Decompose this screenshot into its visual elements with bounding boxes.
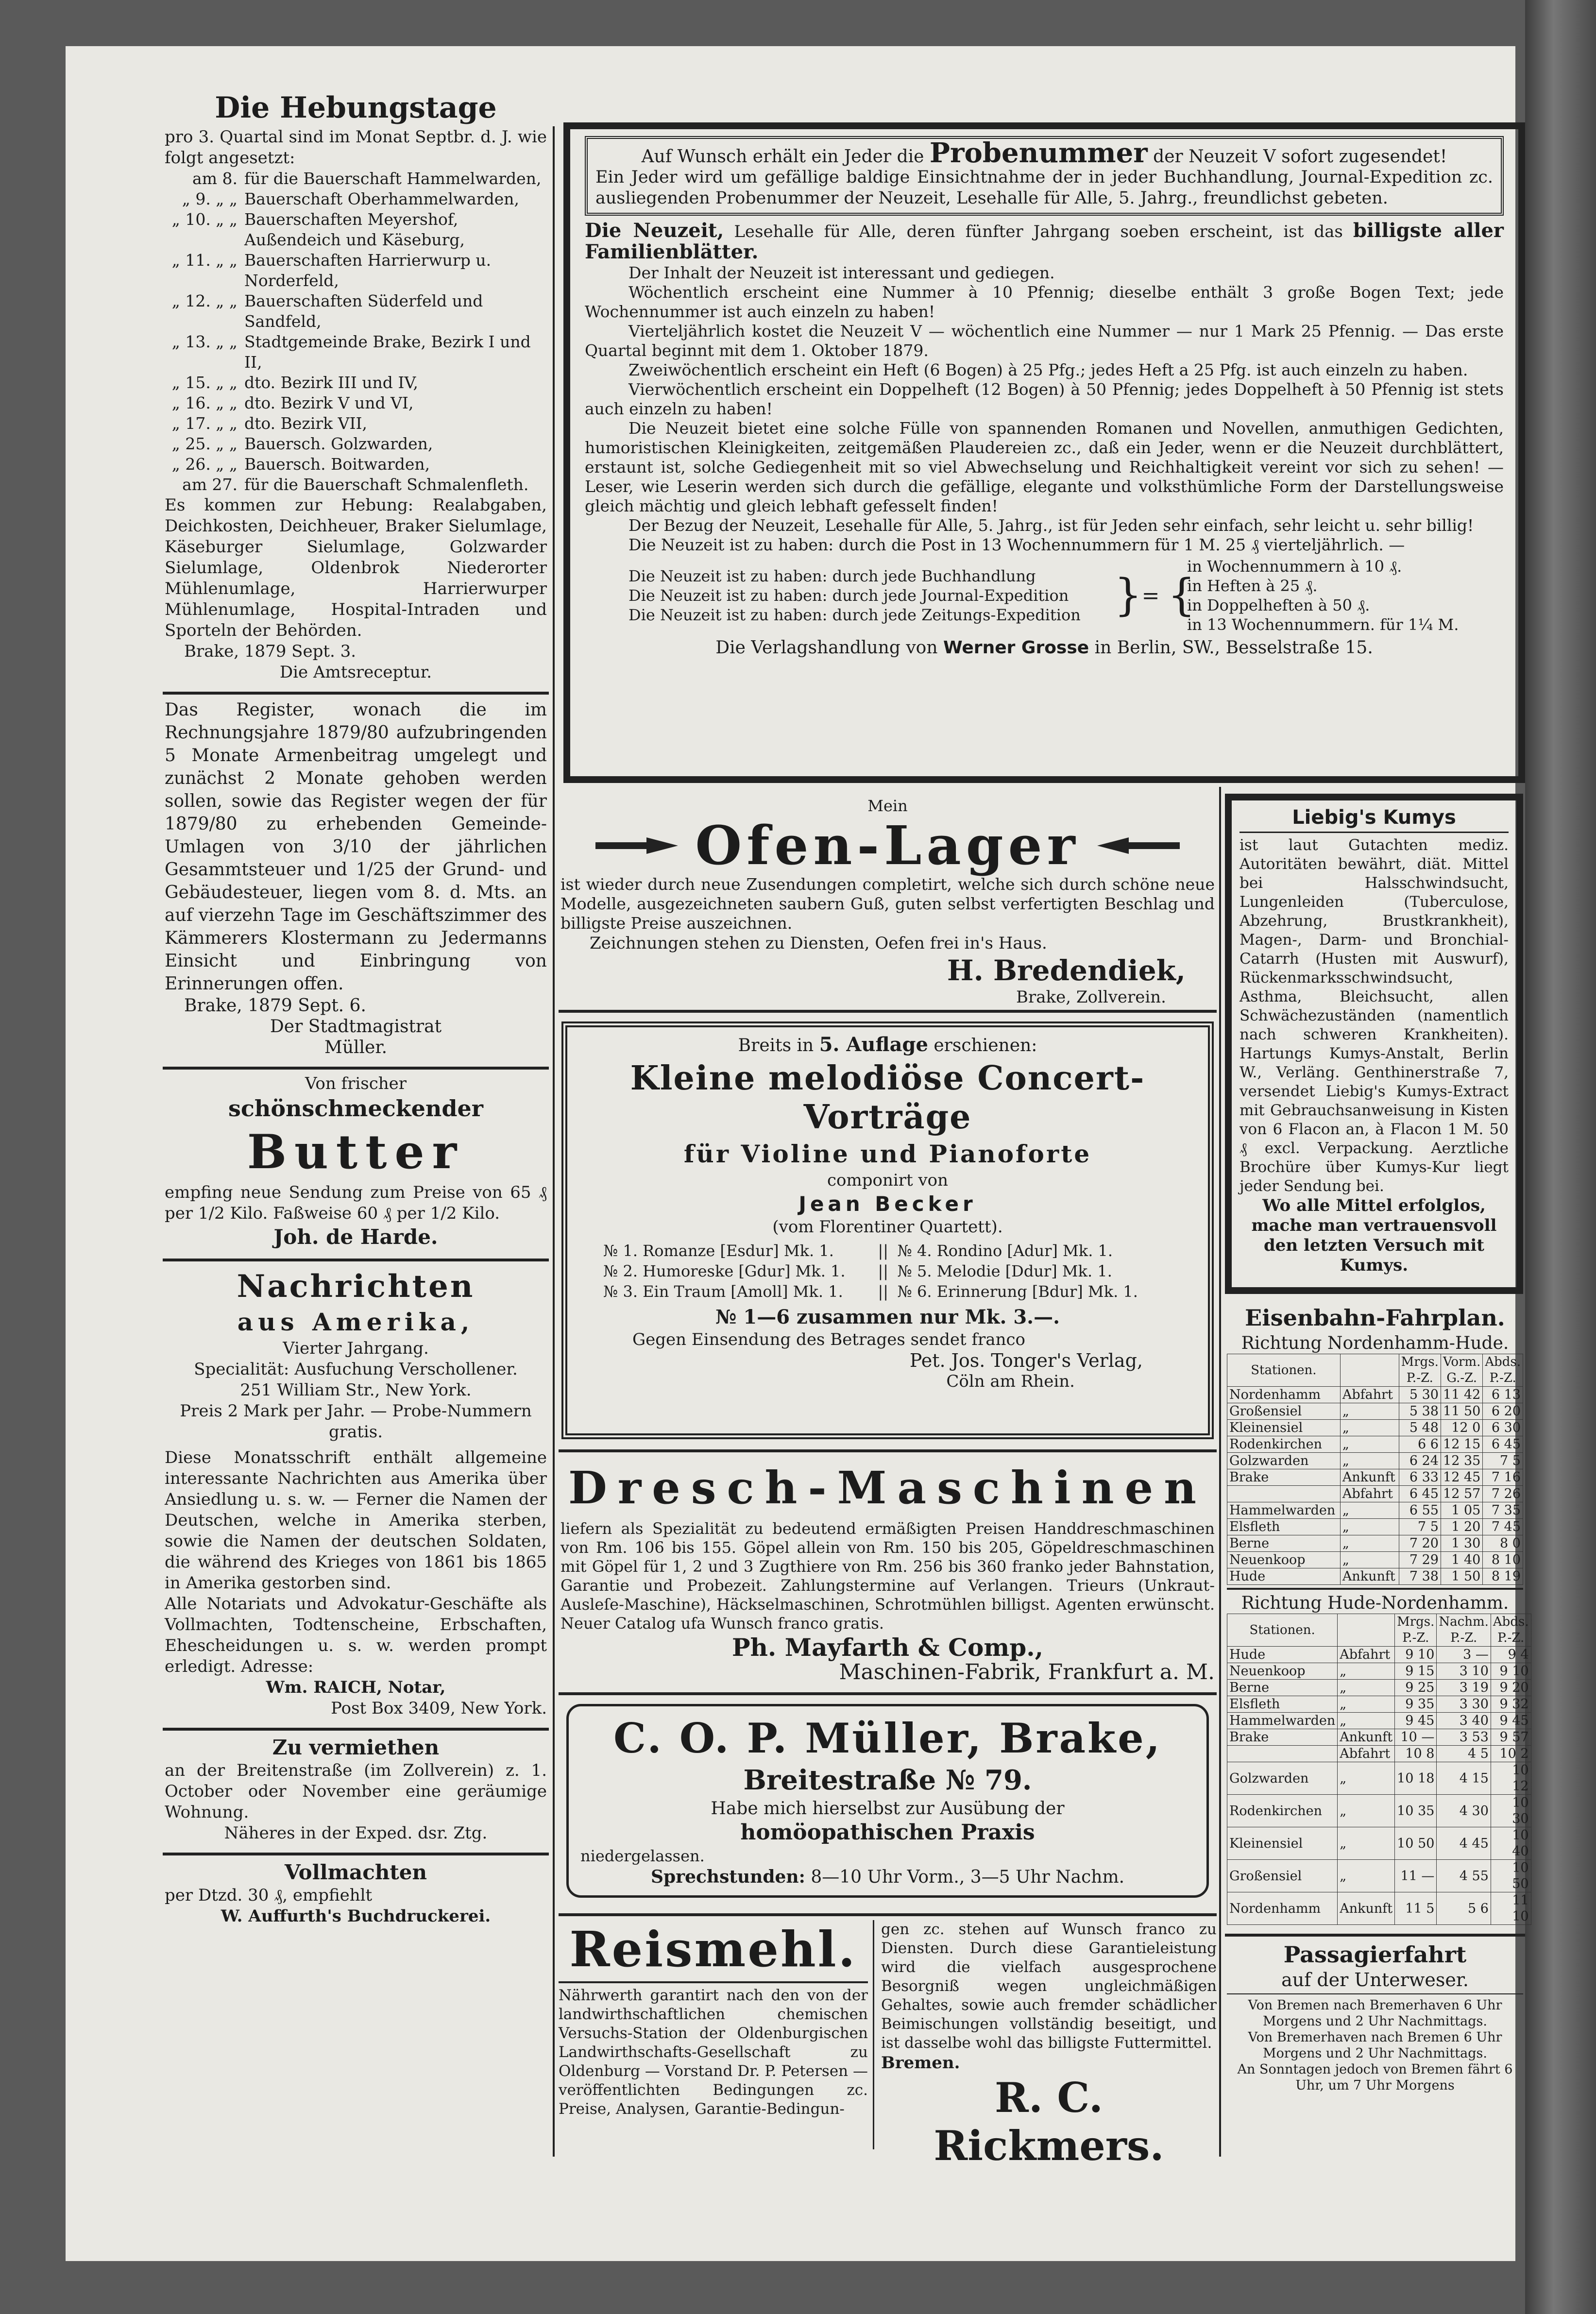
neuzeit-top-body: Ein Jeder wird um gefällige baldige Einsichtnahme der in jeder Buchhandlung, Journal-Expedition zc. ausliegenden Probenummer der Neuzeit, Lesehalle für Alle, 5. Jahrg., freundlichst gebeten. [595, 168, 1493, 208]
amerika-addr-1: Wm. RAICH, Notar, [266, 1678, 446, 1697]
reis-sign: R. C. Rickmers. [934, 2074, 1164, 2170]
vollmachten-ad [163, 1855, 549, 1936]
vollmachten-title: Vollmachten [284, 1860, 427, 1884]
table-row: Kleinensiel „ 10 50 4 45 10 40 [1227, 1827, 1531, 1860]
neuzeit-p5: Zweiwöchentlich erscheint ein Heft (6 Bogen) à 25 Pfg.; jedes Heft a 25 Pfg. ist auch einzeln zu haben. [628, 360, 1468, 379]
ofen-title: Ofen-Lager [695, 814, 1080, 877]
fahrplan [1225, 1301, 1529, 1937]
neuzeit-p1c: billigste aller Familienblätter. [585, 219, 1504, 263]
table-row: Rodenkirchen „ 10 35 4 30 10 30 [1227, 1795, 1531, 1827]
neuzeit-p7: Die Neuzeit bietet eine solche Fülle von spannenden Romanen und Novellen, anmuthigen Gedichten, humoristischen Kleinigkeiten, zeitgemäßen Plaudereien zc., daß ein Jeder, wenn er die Neuzeit durchblättert, erstaunt ist, solche Gediegenheit mit so viel Abwechselung und Reichhaltigkeit vereint vor sich zu sehen! — Leser, wie Leserin werden sich durch die gefällige, elegante und volksthümliche Form der Darstellungsweise gleich mächtig und gleich lebhaft gefesselt finden! [585, 419, 1504, 515]
butter-body: empfing neue Sendung zum Preise von 65 ₰ per 1/2 Kilo. Faßweise 60 ₰ per 1/2 Kilo. [165, 1183, 547, 1223]
neuzeit-footer-a: Die Verlagshandlung von [715, 638, 938, 658]
table-row: Nordenhamm Ankunft 11 5 5 6 11 10 [1227, 1892, 1531, 1925]
hebungstage-title: Die Hebungstage [215, 91, 497, 125]
table-row: Neuenkoop „ 7 29 1 40 8 10 [1227, 1552, 1523, 1568]
fahrplan-direction-1: Richtung Nordenhamm-Hude. [1241, 1333, 1509, 1353]
mueller-title: C. O. P. Müller, Brake, [613, 1714, 1162, 1762]
neuzeit-p9: Die Neuzeit ist zu haben: durch die Post in 13 Wochennummern für 1 M. 25 ₰ vierteljährlich. — [628, 535, 1405, 554]
neuzeit-right-3: in Doppelheften à 50 ₰. [1187, 596, 1370, 614]
timetable-1 [1227, 1354, 1523, 1585]
neuzeit-left-2: Die Neuzeit ist zu haben: durch jede Journal-Expedition [628, 586, 1069, 605]
table-row: Golzwarden „ 6 24 12 35 7 5 [1227, 1453, 1523, 1469]
table-row: Brake Ankunft 10 — 3 53 9 57 [1227, 1729, 1531, 1746]
mueller-ad [559, 1695, 1217, 1916]
reis-ad [559, 1916, 1217, 2170]
reis-body-2: gen zc. stehen auf Wunsch franco zu Diensten. Durch diese Garantieleistung wird die vielfach ausgesprochene Besorgniß wegen ungleichmäßigen Gehaltes, sowie auch fremder schädlicher Beimischungen vollständig beseitigt, und ist dasselbe wohl das billigste Futtermittel. [881, 1921, 1217, 2052]
fahrplan-direction-2: Richtung Hude-Nordenhamm. [1241, 1593, 1509, 1613]
list-item: „ 25. „ „ Bauersch. Golzwarden, [171, 434, 433, 453]
left-column [163, 85, 549, 1936]
neuzeit-top-a: Auf Wunsch erhält ein Jeder die [641, 147, 924, 167]
list-item: „ 13. „ „ Stadtgemeinde Brake, Bezirk I und II, [171, 332, 531, 372]
list-item: № 2. Humoreske [Gdur] Mk. 1. || № 5. Melodie [Ddur] Mk. 1. [603, 1262, 1112, 1280]
butter-ad [163, 1070, 549, 1261]
kumys-body: ist laut Gutachten mediz. Autoritäten bewährt, diät. Mittel bei Halsschwindsucht, Lungenleiden (Tuberculose, Abzehrung, Brustkrankheit), Magen-, Darm- und Bronchial-Catarrh (Husten mit Auswurf), Rückenmarksschwindsucht, Asthma, Bleichsucht, allen Schwächezuständen (namentlich nach schweren Krankheiten). Hartungs Kumys-Anstalt, Berlin W., Verläng. Genthinerstraße 7, versendet Liebig's Kumys-Extract mit Gebrauchsanweisung in Kisten von 6 Flacon an, à Flacon 1 M. 50 ₰ excl. Verpackung. Aerztliche Brochüre über Kumys-Kur liegt jeder Sendung bei. [1239, 836, 1509, 1195]
concert-l1c: erschienen: [934, 1036, 1037, 1055]
passagier-ad [1225, 1937, 1525, 2096]
list-item: „ 9. „ „ Bauerschaft Oberhammelwarden, [182, 189, 519, 208]
concert-quartet: (vom Florentiner Quartett). [772, 1217, 1003, 1237]
mueller-hours-label: Sprechstunden: [650, 1867, 805, 1887]
reis-place: Bremen. [881, 2053, 960, 2073]
vollmachten-sign: W. Auffurth's Buchdruckerei. [221, 1906, 491, 1926]
ofen-mein: Mein [867, 797, 908, 815]
reis-body: Nährwerth garantirt nach den von der landwirthschaftlichen chemischen Versuchs-Station der Oldenburgischen Landwirthschafts-Gesellschaft zu Oldenburg — Vorstand Dr. P. Petersen — veröffentlichten Bedingungen zc. Preise, Analysen, Garantie-Bedingun- [559, 1987, 868, 2118]
ofen-body-2: Zeichnungen stehen zu Diensten, Oefen frei in's Haus. [590, 934, 1047, 953]
neuzeit-footer-c: in Berlin, SW., Besselstraße 15. [1094, 638, 1373, 658]
table-row: Abfahrt 6 45 12 57 7 26 [1227, 1486, 1523, 1502]
hebungstage-sign: Die Amtsreceptur. [279, 663, 432, 682]
register-body: Das Register, wonach die im Rechnungsjahre 1879/80 aufzubringenden 5 Monate Armenbeitrag umgelegt und zunächst 2 Monate gehoben werden sollen, sowie das Register wegen der für 1879/80 zu erhebenden Gemeinde-Umlagen von 3/10 der jährlichen Gesammtsteuer und 1/25 der Grund- und Gebäudesteuer, liegen vom 8. d. Mts. an auf vierzehn Tage im Geschäftszimmer des Kämmerers Klostermann zu Jedermanns Einsicht und Einbringung von Erinnerungen offen. [165, 700, 547, 994]
neuzeit-eq: = [1141, 583, 1160, 608]
list-item: № 3. Ein Traum [Amoll] Mk. 1. || № 6. Erinnerung [Bdur] Mk. 1. [603, 1282, 1138, 1301]
column-rule-1 [553, 126, 555, 2157]
fahrplan-title: Eisenbahn-Fahrplan. [1245, 1305, 1505, 1331]
amerika-addr-2: Post Box 3409, New York. [331, 1699, 547, 1718]
vermiethen-title: Zu vermiethen [272, 1736, 440, 1759]
hebungstage-list [165, 169, 547, 495]
passagier-title: Passagierfahrt [1283, 1941, 1467, 1968]
list-item: „ 15. „ „ dto. Bezirk III und IV, [171, 373, 418, 392]
passagier-line-3: An Sonntagen jedoch von Bremen fährt 6 Uhr, um 7 Uhr Morgens [1237, 2062, 1513, 2093]
table-row: Berne „ 9 25 3 19 9 20 [1227, 1680, 1531, 1696]
concert-title: Kleine melodiöse Concert-Vorträge [630, 1059, 1145, 1137]
list-item: „ 12. „ „ Bauerschaften Süderfeld und Sandfeld, [171, 291, 483, 331]
neuzeit-p8: Der Bezug der Neuzeit, Lesehalle für Alle, 5. Jahrg., ist für Jeden sehr einfach, sehr leicht u. sehr billig! [628, 516, 1474, 535]
concert-place: Cöln am Rhein. [946, 1372, 1075, 1391]
pointing-hand-left-icon [1095, 833, 1182, 859]
neuzeit-availability: Die Neuzeit ist zu haben: durch jede Buchhandlung Die Neuzeit ist zu haben: durch jede Journal-Expedition Die Neuzeit ist zu haben: durch jede Zeitungs-Expedition } = { in Wochennummern à 10 ₰. in Heften à 25 ₰. in Doppelheften à 50 ₰. in 13 Wochennummern. für 1¼ M. [585, 557, 1504, 634]
neuzeit-p2: Der Inhalt der Neuzeit ist interessant und gediegen. [628, 263, 1055, 282]
kumys-tagline: Wo alle Mittel erfolglos, mache man vertrauensvoll den letzten Versuch mit Kumys. [1251, 1196, 1497, 1275]
passagier-line-2: Von Bremerhaven nach Bremen 6 Uhr Morgens und 2 Uhr Nachmittags. [1248, 2030, 1502, 2061]
amerika-line-3: Vierter Jahrgang. [283, 1339, 429, 1358]
neuzeit-right-1: in Wochennummern à 10 ₰. [1187, 557, 1402, 576]
passagier-subtitle: auf der Unterweser. [1281, 1969, 1469, 1991]
middle-column [559, 792, 1217, 2170]
concert-composer: Jean Becker [798, 1192, 977, 1216]
neuzeit-ad [563, 122, 1525, 783]
table-row: Großensiel „ 5 38 11 50 6 20 [1227, 1403, 1523, 1420]
passagier-line-1: Von Bremen nach Bremerhaven 6 Uhr Morgens und 2 Uhr Nachmittags. [1248, 1998, 1502, 2029]
concert-l1b: 5. Auflage [819, 1033, 928, 1056]
vermiethen-note: Näheres in der Exped. dsr. Ztg. [224, 1823, 488, 1843]
list-item: am 27. für die Bauerschaft Schmalenfleth. [182, 475, 529, 494]
neuzeit-p1b: Lesehalle für Alle, deren fünfter Jahrgang soeben erscheint, ist das [734, 222, 1343, 241]
table-row: Rodenkirchen „ 6 6 12 15 6 45 [1227, 1436, 1523, 1453]
list-item: am 8. für die Bauerschaft Hammelwarden, [192, 169, 542, 188]
mueller-hours: 8—10 Uhr Vorm., 3—5 Uhr Nachm. [811, 1867, 1125, 1887]
register-place: Brake, 1879 Sept. 6. [184, 996, 366, 1016]
table-row: Stationen. Mrgs. P.-Z. Vorm. G.-Z. Abds. P.-Z. [1227, 1354, 1523, 1387]
mueller-l1: Habe mich hierselbst zur Ausübung der [711, 1799, 1065, 1819]
table-row: Abfahrt 10 8 4 5 10 2 [1227, 1746, 1531, 1762]
ofen-sign: H. Bredendiek, [947, 954, 1186, 987]
table-row: Elsfleth „ 7 5 1 20 7 45 [1227, 1519, 1523, 1535]
neuzeit-top-c: der Neuzeit V sofort zugesendet! [1153, 147, 1447, 167]
hebungstage-body: Es kommen zur Hebung: Realabgaben, Deichkosten, Deichheuer, Braker Sielumlage, Käseburger Sielumlage, Golzwarder Sielumlage, Oldenbrok Niederorter Mühlenumlage, Harrierwurper Mühlenumlage, Hospital-Intraden und Sporteln der Behörden. [165, 495, 547, 640]
amerika-line-5: 251 William Str., New York. [240, 1380, 472, 1400]
table-row: Hude Ankunft 7 38 1 50 8 19 [1227, 1568, 1523, 1585]
butter-line-1: Von frischer [305, 1074, 407, 1093]
right-column [1225, 792, 1529, 2161]
neuzeit-footer-b: Werner Grosse [943, 638, 1089, 658]
concert-subtitle: für Violine und Pianoforte [683, 1140, 1092, 1168]
neuzeit-p6: Vierwöchentlich erscheint ein Doppelheft (12 Bogen) à 50 Pfennig; jedes Doppelheft à 50 Pfennig ist stets auch einzeln zu haben! [585, 380, 1504, 418]
table-row: Kleinensiel „ 5 48 12 0 6 30 [1227, 1420, 1523, 1436]
amerika-body-2: Alle Notariats und Advokatur-Geschäfte als Vollmachten, Todtenscheine, Erbschaften, Ehescheidungen u. s. w. werden prompt erledigt. Adresse: [165, 1594, 547, 1676]
dresch-place: Maschinen-Fabrik, Frankfurt a. M. [839, 1660, 1215, 1684]
neuzeit-top-b: Probenummer [929, 137, 1148, 169]
concert-items [574, 1238, 1201, 1305]
concert-send: Gegen Einsendung des Betrages sendet franco [632, 1330, 1025, 1349]
list-item: „ 16. „ „ dto. Bezirk V und VI, [171, 393, 414, 412]
table-row: Großensiel „ 11 — 4 55 10 50 [1227, 1860, 1531, 1892]
book-binding [1525, 0, 1596, 2314]
ofen-ad [559, 792, 1217, 1013]
table-row: Neuenkoop „ 9 15 3 10 9 10 [1227, 1663, 1531, 1680]
register-sign-1: Der Stadtmagistrat [270, 1017, 442, 1037]
column-rule-2 [1219, 787, 1221, 2157]
table-row: Brake Ankunft 6 33 12 45 7 16 [1227, 1469, 1523, 1486]
dresch-sign: Ph. Mayfarth & Comp., [731, 1633, 1044, 1662]
neuzeit-p3: Wöchentlich erscheint eine Nummer à 10 Pfennig; dieselbe enthält 3 große Bogen Text; jede Wochennummer ist auch einzeln zu haben! [585, 283, 1504, 321]
hebungstage-notice [163, 85, 549, 695]
neuzeit-left-3: Die Neuzeit ist zu haben: durch jede Zeitungs-Expedition [628, 606, 1081, 624]
table-row: Stationen. Mrgs. P.-Z. Nachm. P.-Z. Abds. P.-Z. [1227, 1614, 1531, 1647]
amerika-title-1: Nachrichten [237, 1268, 475, 1305]
vermiethen-body: an der Breitenstraße (im Zollverein) z. 1. October oder November eine geräumige Wohnung. [165, 1761, 547, 1822]
vermiethen-ad [163, 1731, 549, 1855]
register-notice [163, 695, 549, 1070]
concert-total: № 1—6 zusammen nur Mk. 3.—. [715, 1306, 1060, 1328]
list-item: „ 10. „ „ Bauerschaften Meyershof, Außendeich und Käseburg, [171, 210, 465, 249]
concert-l1a: Breits in [738, 1036, 814, 1055]
table-row: Elsfleth „ 9 35 3 30 9 32 [1227, 1696, 1531, 1713]
amerika-line-4: Specialität: Ausfuchung Verschollener. [194, 1360, 518, 1379]
concert-sign: Pet. Jos. Tonger's Verlag, [909, 1350, 1143, 1371]
dresch-body: liefern als Spezialität zu bedeutend ermäßigten Preisen Handdreschmaschinen von Rm. 106 bis 155. Göpel allein von Rm. 150 bis 205, Göpeldreschmaschinen mit Göpel für 1, 2 und 3 Zugthiere von Rm. 256 bis 360 franko jeder Bahnstation, Garantie und Probezeit. Zahlungstermine auf Verlangen. Trieurs (Unkraut-Ausleſe-Maschine), Häckselmaschinen, Schrotmühlen billigst. Agenten erwünscht. Neuer Catalog ufa Wunsch franco gratis. [560, 1519, 1215, 1633]
table-row: Hammelwarden „ 6 55 1 05 7 35 [1227, 1502, 1523, 1519]
hebungstage-place: Brake, 1879 Sept. 3. [184, 642, 357, 661]
amerika-body-1: Diese Monatsschrift enthält allgemeine interessante Nachrichten aus Amerika über Ansiedlung u. s. w. — Ferner die Namen der Deutschen, welche in Amerika sterben, sowie die Namen der deutschen Soldaten, die während des Krieges von 1861 bis 1865 in Amerika gestorben sind. [165, 1448, 547, 1593]
mueller-addr: Breitestraße № 79. [743, 1764, 1032, 1796]
table-row: Hammelwarden „ 9 45 3 40 9 45 [1227, 1713, 1531, 1729]
amerika-title-2: aus Amerika, [237, 1308, 475, 1336]
neuzeit-p4: Vierteljährlich kostet die Neuzeit V — wöchentlich eine Nummer — nur 1 Mark 25 Pfennig. — Das erste Quartal beginnt mit dem 1. Oktober 1879. [585, 322, 1504, 360]
neuzeit-header [585, 136, 1504, 216]
list-item: „ 26. „ „ Bauersch. Boitwarden, [171, 455, 430, 474]
vollmachten-body: per Dtzd. 30 ₰, empfiehlt [165, 1886, 373, 1905]
dresch-ad [559, 1452, 1217, 1695]
ofen-place: Brake, Zollverein. [1016, 987, 1166, 1007]
table-row: Golzwarden „ 10 18 4 15 10 12 [1227, 1762, 1531, 1795]
dresch-title: Dresch-Maschinen [568, 1462, 1207, 1514]
concert-composed-by: componirt von [827, 1171, 949, 1190]
neuzeit-right-2: in Heften à 25 ₰. [1187, 577, 1318, 595]
ofen-body: ist wieder durch neue Zusendungen completirt, welche sich durch schöne neue Modelle, ausgezeichneten saubern Guß, guten selbst verfertigten Beschlag und billigste Preise auszeichnen. [560, 875, 1215, 933]
mueller-l2: homöopathischen Praxis [740, 1820, 1035, 1845]
kumys-ad [1225, 794, 1523, 1294]
mueller-l3: niedergelassen. [580, 1847, 705, 1865]
butter-line-2: schönschmeckender [228, 1095, 484, 1122]
list-item: „ 17. „ „ dto. Bezirk VII, [171, 414, 368, 433]
reis-title: Reismehl. [569, 1921, 857, 1978]
register-sign-2: Müller. [324, 1038, 388, 1057]
concert-ad [559, 1013, 1217, 1452]
neuzeit-right-4: in 13 Wochennummern. für 1¼ M. [1187, 615, 1459, 634]
neuzeit-p1a: Die Neuzeit, [585, 219, 724, 242]
neuzeit-left-1: Die Neuzeit ist zu haben: durch jede Buchhandlung [628, 567, 1036, 585]
kumys-title: Liebig's Kumys [1292, 806, 1456, 829]
table-row: Berne „ 7 20 1 30 8 0 [1227, 1535, 1523, 1552]
table-row: Hude Abfahrt 9 10 3 — 9 4 [1227, 1647, 1531, 1663]
list-item: „ 11. „ „ Bauerschaften Harrierwurp u. Norderfeld, [171, 251, 492, 290]
pointing-hand-right-icon [593, 833, 680, 859]
butter-sign: Joh. de Harde. [273, 1225, 438, 1249]
list-item: № 1. Romanze [Esdur] Mk. 1. || № 4. Rondino [Adur] Mk. 1. [603, 1242, 1113, 1260]
butter-title: Butter [247, 1124, 465, 1179]
amerika-line-6: Preis 2 Mark per Jahr. — Probe-Nummern gratis. [180, 1401, 532, 1442]
timetable-2 [1227, 1614, 1531, 1925]
table-row: Nordenhamm Abfahrt 5 30 11 42 6 13 [1227, 1387, 1523, 1403]
amerika-ad [163, 1261, 549, 1731]
hebungstage-intro: pro 3. Quartal sind im Monat Septbr. d. J. wie folgt angesetzt: [165, 127, 547, 168]
